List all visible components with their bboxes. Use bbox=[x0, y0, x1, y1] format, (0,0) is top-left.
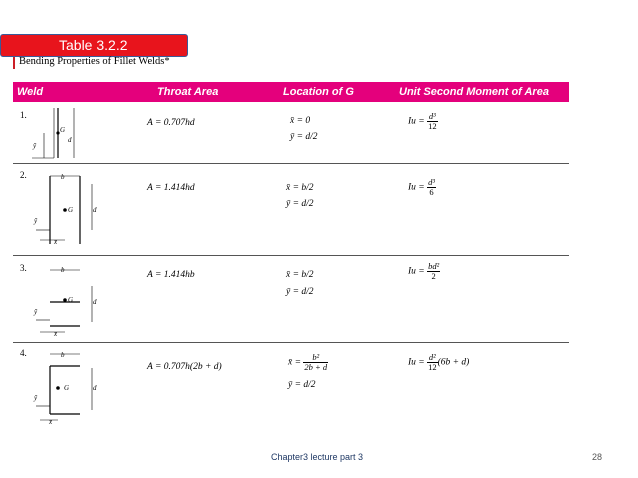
location-x-1: x̄ = 0 bbox=[290, 116, 311, 126]
label-b: b bbox=[61, 173, 65, 181]
moment-3: Iu = $\frac{\text{bd²}}{2}$ bbox=[408, 261, 440, 281]
weld-diagram-4 bbox=[30, 348, 100, 428]
label-y: ȳ bbox=[33, 142, 37, 150]
row-divider bbox=[13, 255, 569, 256]
throat-area-1: A = 0.707hd bbox=[147, 118, 195, 128]
label-g: G bbox=[68, 296, 74, 304]
header-location-of-g: Location of G bbox=[283, 86, 354, 98]
label-x: x̄ bbox=[54, 330, 58, 338]
row-divider bbox=[13, 342, 569, 343]
location-y-4: ȳ = d/2 bbox=[288, 380, 316, 390]
location-x-3: x̄ = b/2 bbox=[286, 270, 314, 280]
label-b: b bbox=[61, 266, 65, 274]
weld-diagram-1 bbox=[30, 106, 90, 162]
row-divider bbox=[13, 163, 569, 164]
label-d: d bbox=[93, 298, 97, 306]
label-x: x̄ bbox=[54, 238, 58, 246]
label-x: x̄ bbox=[49, 418, 53, 426]
label-d: d bbox=[68, 136, 72, 144]
label-y: ȳ bbox=[34, 394, 38, 402]
weld-diagram-2 bbox=[30, 170, 100, 250]
location-y-1: ȳ = d/2 bbox=[290, 132, 318, 142]
row-number: 2. bbox=[20, 170, 27, 180]
location-y-2: ȳ = d/2 bbox=[286, 199, 314, 209]
label-y: ȳ bbox=[34, 308, 38, 316]
throat-area-2: A = 1.414hd bbox=[147, 183, 195, 193]
header-throat-area: Throat Area bbox=[157, 86, 219, 98]
label-d: d bbox=[93, 206, 97, 214]
table-caption: Bending Properties of Fillet Welds* bbox=[19, 56, 170, 67]
moment-2: Iu = $\frac{\text{d³}}{6}$ bbox=[408, 177, 435, 197]
moment-4: Iu = $\frac{\text{d²}}{12}$ (6b + d) bbox=[408, 352, 470, 372]
label-d: d bbox=[93, 384, 97, 392]
table-title-banner: Table 3.2.2 bbox=[0, 34, 188, 57]
label-y: ȳ bbox=[34, 217, 38, 225]
header-weld: Weld bbox=[17, 86, 44, 98]
label-g: G bbox=[64, 384, 70, 392]
label-b: b bbox=[61, 351, 65, 359]
row-number: 4. bbox=[20, 348, 27, 358]
label-g: G bbox=[60, 126, 66, 134]
throat-area-3: A = 1.414hb bbox=[147, 270, 195, 280]
label-g: G bbox=[68, 206, 74, 214]
moment-1: Iu = $\frac{\text{d³}}{12}$ bbox=[408, 111, 437, 131]
throat-area-4: A = 0.707h(2b + d) bbox=[147, 362, 222, 372]
weld-diagram-3 bbox=[30, 262, 100, 340]
caption-accent-bar bbox=[13, 57, 15, 69]
location-x-2: x̄ = b/2 bbox=[286, 183, 314, 193]
header-unit-second-moment: Unit Second Moment of Area bbox=[399, 86, 549, 98]
row-number: 3. bbox=[20, 263, 27, 273]
page-number: 28 bbox=[592, 452, 603, 462]
location-y-3: ȳ = d/2 bbox=[286, 287, 314, 297]
location-x-4: x̄ = $\frac{\text{b²}}{2b + d}$ bbox=[288, 352, 328, 372]
table-header bbox=[13, 82, 569, 102]
row-number: 1. bbox=[20, 110, 27, 120]
footer-text: Chapter3 lecture part 3 bbox=[271, 452, 364, 462]
